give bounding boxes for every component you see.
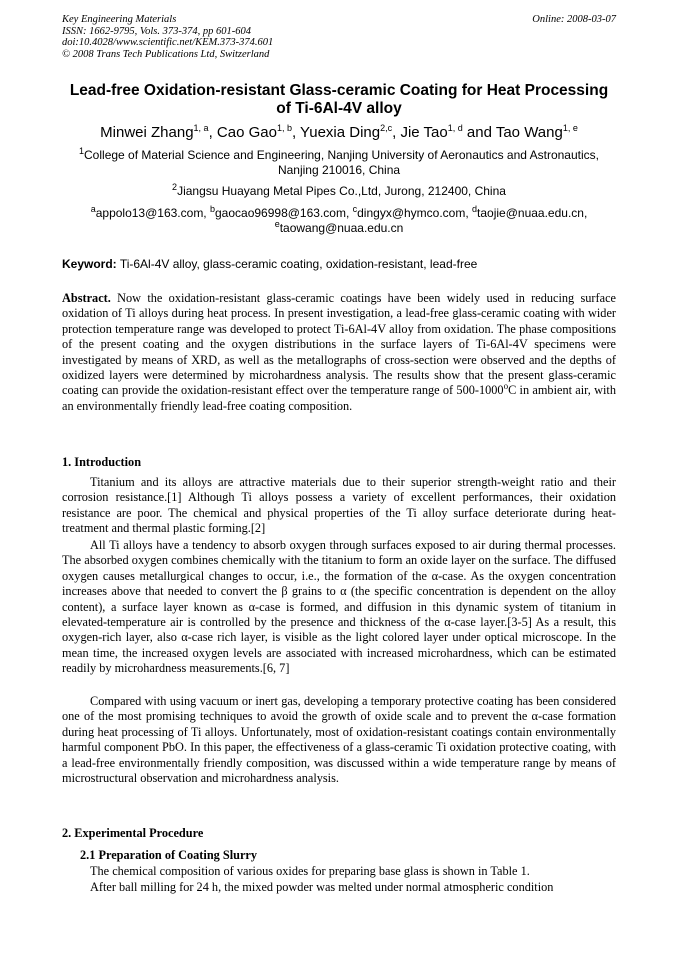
email-sup: a: [90, 204, 96, 214]
author-sup: 2,c: [380, 123, 393, 133]
author: [400, 124, 495, 141]
keywords-text: Ti-6Al-4V alloy, glass-ceramic coating, oxidation-resistant, lead-free: [119, 257, 478, 271]
abstract-label: Abstract.: [62, 291, 111, 305]
keywords: [62, 257, 616, 271]
author: [217, 124, 300, 141]
author-name: Tao Wang: [495, 124, 563, 141]
email: appolo13@163.com,: [95, 206, 210, 220]
author: [496, 124, 578, 141]
abstract-text: Now the oxidation-resistant glass-ceramic coatings have been widely used in reducing surface oxidation of Ti alloys during heat process. In present investigation, a lead-free glass-ceramic coating with wider protection temperature range was developed to protect Ti-6Al-4V alloy from oxidation. The phase compositions of the present coating and the oxygen distributions in the surface layers of Ti-6Al-4V specimens were investigated by means of XRD, as well as the metallographs of cross-section were observed and the depths of oxidized layers were determined by microhardness analysis. The results show that the present glass-ceramic coating can provide the oxidation-resistant effect over the temperature range of 500-1000: [62, 291, 617, 398]
author-name: Yuexia Ding: [300, 124, 381, 141]
author-separator: ,: [291, 124, 301, 141]
affiliation-2: [62, 184, 616, 199]
email-sup: e: [274, 219, 280, 229]
affiliation-text: College of Material Science and Engineering, Nanjing University of Aeronautics and Astronautics, Nanjing 210016, China: [84, 148, 599, 177]
email-list: [62, 206, 616, 236]
author: [300, 124, 400, 141]
email: taojie@nuaa.edu.cn,: [477, 206, 588, 220]
affiliation-sup: 2: [172, 182, 178, 192]
degree-sup: o: [503, 381, 509, 392]
intro-paragraph-1: Titanium and its alloys are attractive materials due to their superior strength-weight ratio and their corrosion resistance.[1] Although Ti alloys possess a variety of excellent performances, their oxidation resistance are poor. The chemical and physical properties of the Ti alloy surface deteriorate during heat-treatment and thermal plastic forming.[2]: [62, 475, 616, 536]
author-name: Minwei Zhang: [100, 124, 194, 141]
author: [100, 124, 217, 141]
abstract: [62, 291, 616, 414]
email: taowang@nuaa.edu.cn: [279, 221, 404, 235]
experimental-line-1: The chemical composition of various oxides for preparing base glass is shown in Table 1.: [90, 864, 530, 878]
copyright-line: © 2008 Trans Tech Publications Ltd, Switzerland: [62, 48, 270, 60]
intro-paragraph-3: Compared with using vacuum or inert gas, developing a temporary protective coating has been considered one of the most promising techniques to avoid the growth of oxide scale and to prevent the α-case formation during heat processing of Ti alloys. Unfortunately, most of oxidation-resistant coatings contain environmentally harmful component PbO. In this paper, the effectiveness of a glass-ceramic Ti oxidation protective coating, with a lead-free environmentally friendly composition, was discussed within a wide temperature range by means of microstructural observation and microhardness analysis.: [62, 694, 616, 786]
author-separator: and: [462, 124, 496, 141]
online-date: Online: 2008-03-07: [532, 14, 616, 25]
author-sup: 1, a: [193, 123, 209, 133]
email-sup: d: [472, 204, 478, 214]
journal-metadata: [62, 14, 273, 60]
author-separator: ,: [208, 124, 217, 141]
intro-paragraph-2: All Ti alloys have a tendency to absorb oxygen through surfaces exposed to air during thermal processes. The absorbed oxygen combines chemically with the titanium to form an oxide layer on the surface. The diffused oxygen causes metallurgical changes to occur, i.e., the formation of the α-case. As the oxygen concentration increases above that needed to convert the β grains to α (the specific concentration is dependent on the alloy content), a surface layer known as α-case is formed, and diffusion in this dynamic system of titanium in elevated-temperature air is controlled by the presence and thickness of the α-case layer.[3-5] As a result, this oxygen-rich layer, also α-case rich layer, is visible as the light colored layer under optical microscope. In the mean time, the increased oxygen levels are associated with increased microhardness, which can be estimated readily by microhardness measurements.[6, 7]: [62, 538, 616, 676]
paper-title: Lead-free Oxidation-resistant Glass-ceramic Coating for Heat Processing of Ti-6Al-4V alloy: [69, 82, 609, 117]
author-sup: 1, e: [562, 123, 578, 133]
affiliation-text: Jiangsu Huayang Metal Pipes Co.,Ltd, Jurong, 212400, China: [177, 184, 506, 198]
experimental-line-2: After ball milling for 24 h, the mixed powder was melted under normal atmospheric condition: [90, 880, 554, 894]
author-name: Cao Gao: [216, 124, 277, 141]
keywords-label: Keyword:: [62, 257, 117, 271]
email: dingyx@hymco.com,: [357, 206, 473, 220]
author-separator: ,: [392, 124, 401, 141]
author-name: Jie Tao: [400, 124, 448, 141]
section-heading-introduction: 1. Introduction: [62, 455, 142, 469]
email-sup: b: [209, 204, 215, 214]
section-heading-experimental: 2. Experimental Procedure: [62, 826, 204, 840]
email: gaocao96998@163.com,: [215, 206, 353, 220]
journal-name: Key Engineering Materials: [62, 14, 177, 25]
affiliation-sup: 1: [79, 146, 85, 156]
subsection-heading-slurry: 2.1 Preparation of Coating Slurry: [80, 848, 258, 862]
author-list: [40, 124, 638, 141]
abstract-text-end: C in ambient air, with an environmentally friendly lead-free coating composition.: [62, 383, 616, 413]
email-sup: c: [352, 204, 358, 214]
issn-line: ISSN: 1662-9795, Vols. 373-374, pp 601-604: [62, 25, 251, 37]
author-sup: 1, d: [447, 123, 463, 133]
doi-line: doi:10.4028/www.scientific.net/KEM.373-374.601: [62, 37, 274, 48]
affiliation-1: [62, 148, 616, 178]
author-sup: 1, b: [276, 123, 292, 133]
